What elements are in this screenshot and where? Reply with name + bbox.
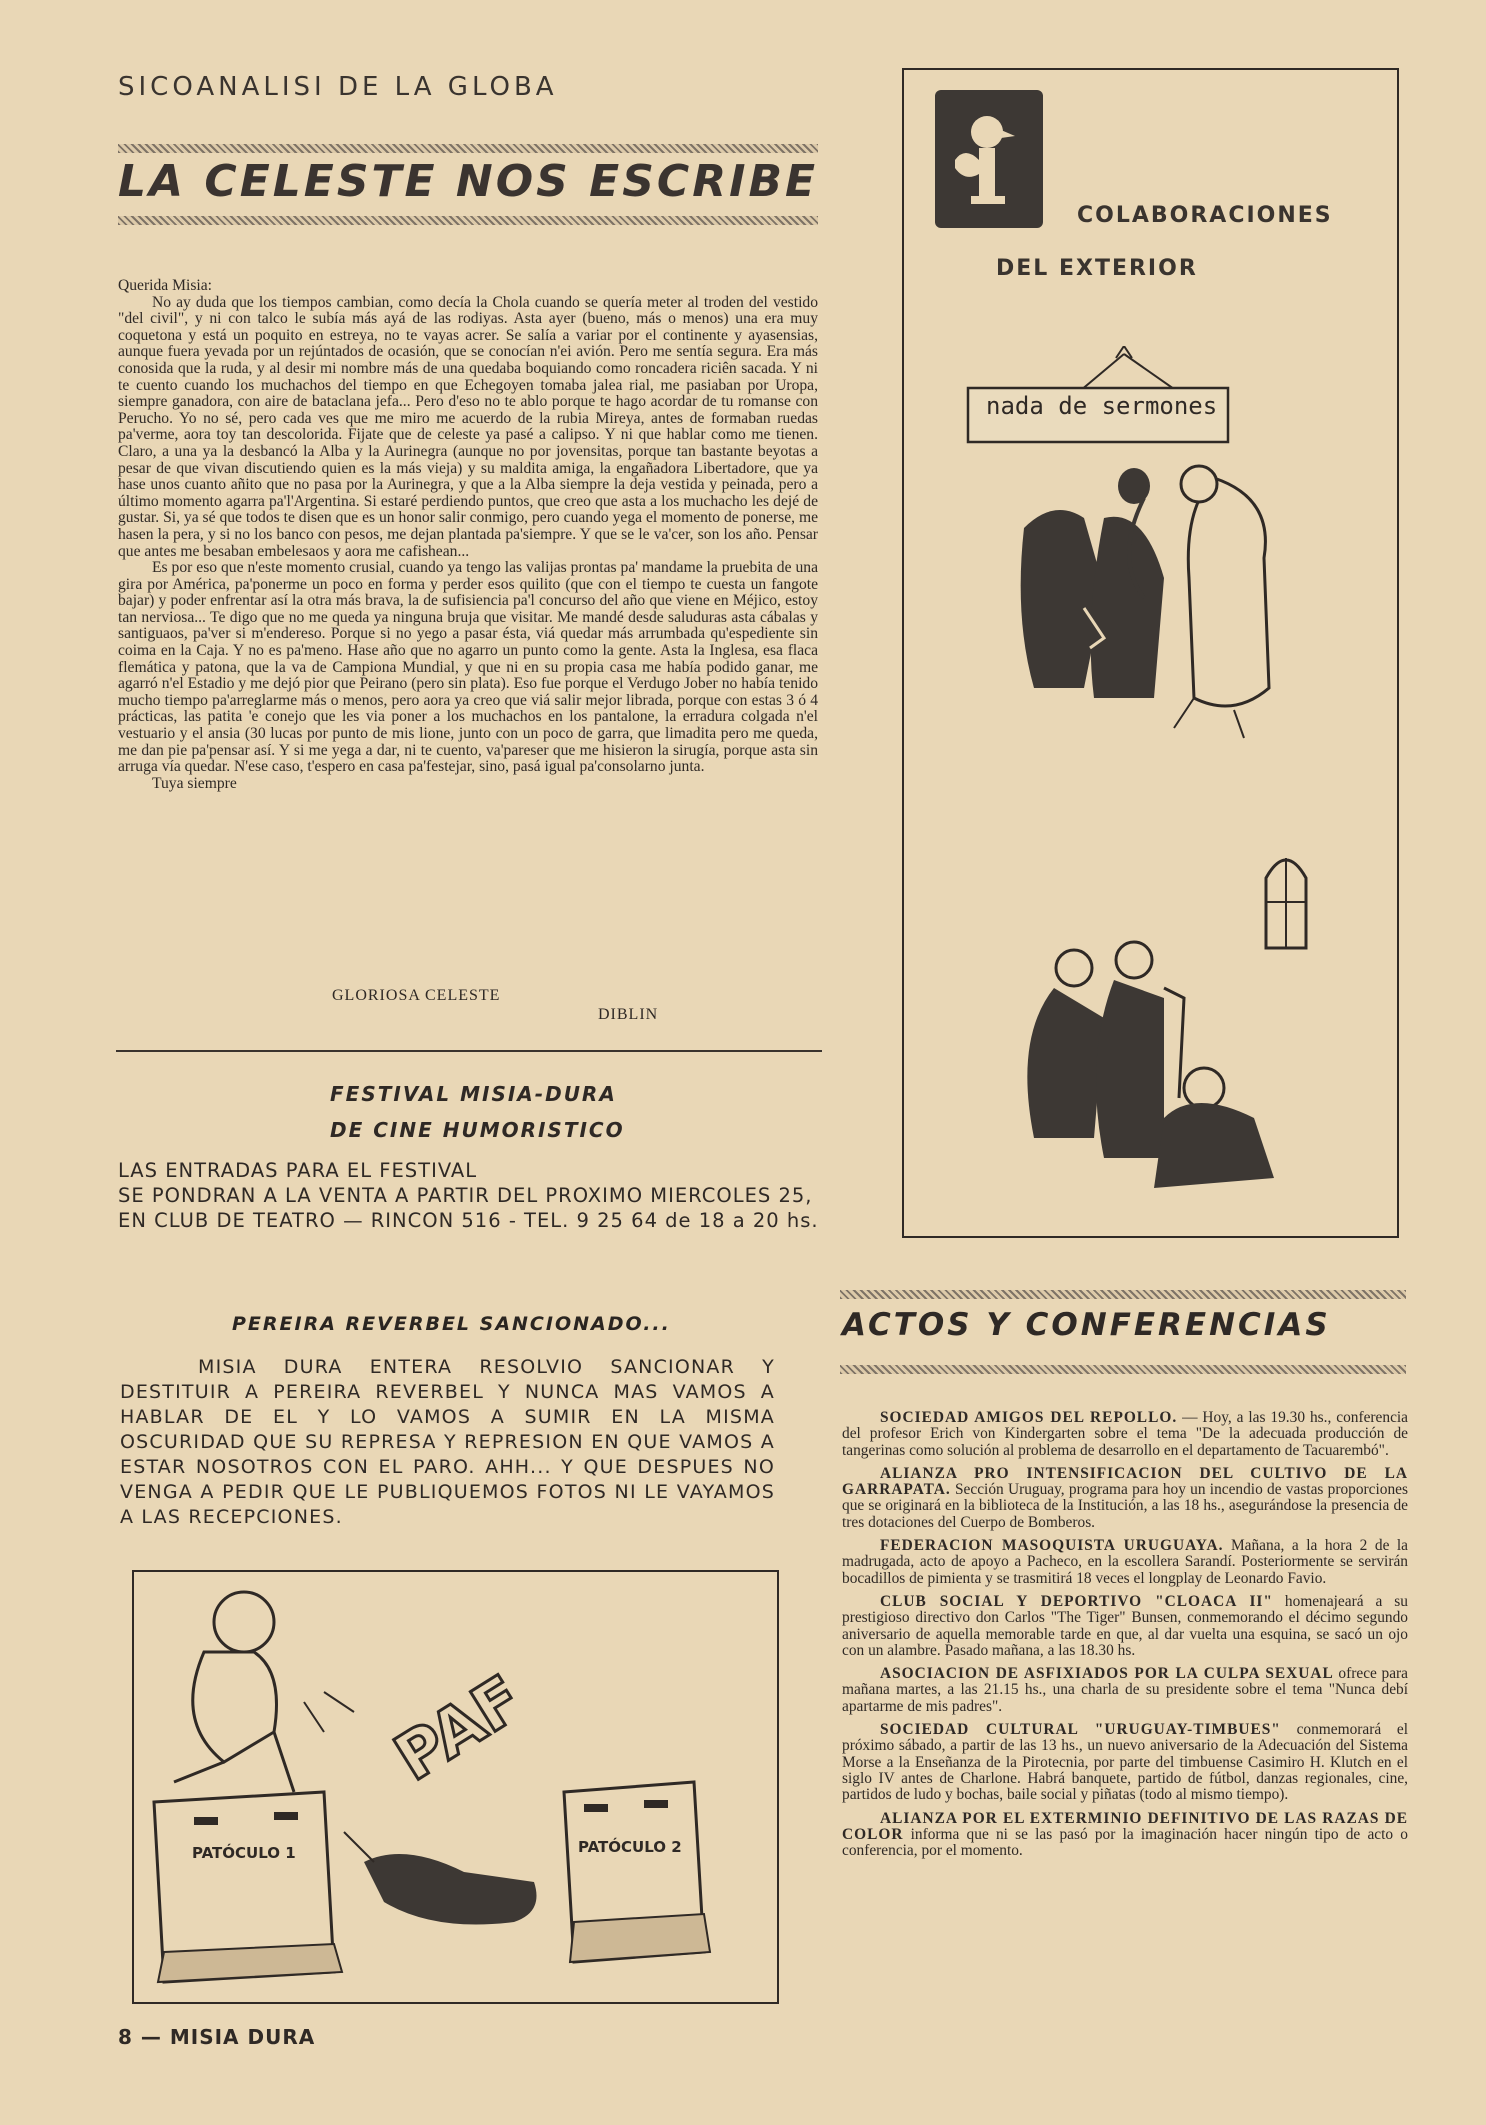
actos-list — [842, 1410, 1408, 1866]
actos-item — [842, 1722, 1408, 1803]
actos-item — [842, 1666, 1408, 1715]
actos-item — [842, 1594, 1408, 1659]
letter-salutation: Querida Misia: — [118, 277, 212, 294]
actos-item-lead: ALIANZA PRO INTENSIFICACION DEL CULTIVO DE LA GARRAPATA. — [842, 1464, 1408, 1499]
patoculo-1-label: PATÓCULO 1 — [192, 1844, 296, 1862]
actos-headline: ACTOS Y CONFERENCIAS — [842, 1307, 1331, 1343]
festival-body — [118, 1158, 838, 1233]
monks-scene-illustration-icon — [994, 438, 1314, 768]
actos-item — [842, 1538, 1408, 1587]
actos-item-lead: SOCIEDAD AMIGOS DEL REPOLLO. — [880, 1409, 1178, 1426]
patoculo-scene-illustration-icon — [134, 1572, 777, 2002]
actos-item — [842, 1410, 1408, 1459]
letter-byline: DIBLIN — [598, 1006, 659, 1023]
actos-top-rule — [840, 1290, 1406, 1299]
actos-item-text: ofrece para mañana martes, a las 21.15 hs., una charla de su presidente sobre el tema "Nunca debí apartarme de mis padres". — [842, 1665, 1408, 1715]
festival-body-line-2: SE PONDRAN A LA VENTA A PARTIR DEL PROXIMO MIERCOLES 25, — [118, 1184, 813, 1207]
actos-item-lead: FEDERACION MASOQUISTA URUGUAYA. — [880, 1537, 1224, 1555]
letter-paragraph-2: Es por eso que n'este momento crusial, cuando ya tengo las valijas prontas pa' mandame la pruebita de una gira por América, pa'ponerme un poco en forma y perder esos quilito (que con el tiempo te cuesta un fangote bajar) y poder enfrentar así la otra más brava, la de sufisiencia pa'l concurso del año que viene en Méjico, estoy tan nerviosa... Te digo que no me queda ya ninguna bruja que visitar. Me mandé desde saluduras asta cábalas y santiguaos, pa'ver si m'endereso. Porque si no yego a pasar ésta, viá quedar más arrumbada qu'espediente sin coima en la Caja. Y no es pa'meno. Hase año que no agarro un punto como la gente. Asta la Inglesa, esa flaca flemática y patona, que la va de Campiona Mundial, y que ni en su propia casa me había podido ganar, me agarró n'el Estadio y me dejó pior que Peirano (pero sin plata). Eso fue porque el Verdugo Jober no había tenido mucho tiempo pa'arreglarme más o menos, pero aora ya creo que viá salir mejor librada, porque con estas 3 ó 4 prácticas, las patita 'e conejo que les via poner a los muchachos en los pantalone, la erradura colgada n'el vestuario y el ansia (30 lucas por punto de mis lione, junto con un poco de garra, que limadita pero me queda, me dan pie pa'pensar así. Y si me yega a dar, ni te cuento, va'pareser que me hisieron la sirugía, porque asta sin arruga vía quedar. N'ese caso, t'espero en casa pa'festejar, sino, pasá igual pa'consolarno junta. — [118, 559, 818, 776]
actos-item-text: homenajeará a su prestigioso directivo don Carlos "The Tiger" Bunsen, conmemorando el décimo segundo aniversario de aquella memorable tarde en que, al dar vuelta una esquina, se sacó un ojo con un alambre. Pasado mañana, a las 18.30 hs. — [842, 1592, 1408, 1659]
colaboraciones-title-2: DEL EXTERIOR — [996, 256, 1198, 281]
letter-signature: GLORIOSA CELESTE — [332, 987, 501, 1004]
actos-item-lead: CLUB SOCIAL Y DEPORTIVO "CLOACA II" — [880, 1592, 1273, 1610]
actos-item-lead: SOCIEDAD CULTURAL "URUGUAY-TIMBUES" — [880, 1721, 1281, 1739]
actos-item-text: Mañana, a la hora 2 de la madrugada, acto de apoyo a Pacheco, en la escollera Sarandí. Posteriormente se servirán bocadillos de pimienta y se trasmitirá 18 veces el longplay de Leonardo Favio. — [842, 1537, 1409, 1587]
actos-item-lead: ALIANZA POR EL EXTERMINIO DEFINITIVO DE LAS RAZAS DE COLOR — [842, 1809, 1408, 1843]
headline-bottom-rule — [118, 216, 818, 225]
headline-top-rule — [118, 144, 818, 153]
festival-title-2: DE CINE HUMORISTICO — [330, 1118, 625, 1142]
colaboraciones-title-1: COLABORACIONES — [1077, 203, 1333, 228]
letter-closing: Tuya siempre — [152, 774, 237, 792]
actos-item-text: Sección Uruguay, programa para hoy un incendio de vastas proporciones que se originará en la biblioteca de la Institución, a las 18 hs., asegurándose la presencia de tres dotaciones del Cuerpo de Bomberos. — [842, 1481, 1408, 1531]
patoculo-2-label: PATÓCULO 2 — [578, 1838, 682, 1856]
publication-name: — MISIA DURA — [140, 2025, 316, 2049]
page-number: 8 — [118, 2025, 133, 2049]
actos-item-text: informa que ni se las pasó por la imaginación hacer ningún tipo de acto o conferencia, por el momento. — [842, 1825, 1408, 1860]
section-kicker: SICOANALISI DE LA GLOBA — [118, 72, 558, 102]
actos-item-text: — Hoy, a las 19.30 hs., conferencia del profesor Erich von Kindergarten sobre el tema "De la adecuada producción de tangerinas como solución al problema de desarrollo en el departamento de Tacuarembó". — [842, 1409, 1409, 1459]
pereira-body: MISIA DURA ENTERA RESOLVIO SANCIONAR Y DESTITUIR A PEREIRA REVERBEL Y NUNCA MAS VAMOS A HABLAR DE EL Y LO VAMOS A SUMIR EN LA MISMA OSCURIDAD QUE SU REPRESA Y REPRESION EN QUE VAMOS A ESTAR NOSOTROS CON EL PARO. AHH... Y QUE DESPUES NO VENGA A PEDIR QUE LE PUBLIQUEMOS FOTOS NI LE VAYAMOS A LAS RECEPCIONES. — [120, 1356, 775, 1528]
actos-item-lead: ASOCIACION DE ASFIXIADOS POR LA CULPA SEXUAL — [880, 1665, 1334, 1683]
colaboraciones-logo-icon — [935, 90, 1043, 228]
praying-monks-illustration-icon — [994, 838, 1324, 1218]
paf-sound-effect: PAF — [382, 1662, 536, 1796]
festival-body-line-3: EN CLUB DE TEATRO — RINCON 516 - TEL. 9 25 64 de 18 a 20 hs. — [118, 1209, 819, 1232]
actos-bottom-rule — [840, 1365, 1406, 1374]
festival-top-rule — [116, 1050, 822, 1052]
festival-body-line-1: LAS ENTRADAS PARA EL FESTIVAL — [118, 1159, 478, 1182]
patoculo-cartoon — [132, 1570, 779, 2004]
colaboraciones-box — [902, 68, 1399, 1238]
sign-text: nada de sermones — [986, 392, 1218, 420]
page-footer — [118, 2025, 315, 2049]
pereira-title: PEREIRA REVERBEL SANCIONADO... — [232, 1313, 671, 1335]
letter-paragraph-1: No ay duda que los tiempos cambian, como decía la Chola cuando se quería meter al troden del vestido "del civil", y ni con talco le subía más ayá de las rodiyas. Asta ayer (bueno, más o menos) una era muy coquetona y está un poquito en estreya, no te vayas acrer. Se salía a variar por el continente y ayasensias, aunque fuera yevada por un rejúntados de ocasión, que se conocían n'ei avión. Pero me sentía segura. Era más conosida que la ruda, y al desir mi nombre más de una quedaba boquiando como roncadera riciên sacada. Y ni te cuento cuando los muchachos del tiempo en que Echegoyen tomaba jalea rial, me pasiaban por Uropa, siempre ganadora, con aire de bataclana jefa... Pero d'eso no te ablo porque te hago acordar de tu romanse con Perucho. Yo no sé, pero cada ves que me miro me acuerdo de la rubia Mireya, antes de formaban ruedas pa'verme, aora toy tan descolorida. Fijate que de celeste ya pasé a calipso. Y ni que hablar como me tienen. Claro, a una ya la desbancó la Alba y la Aurinegra (aunque no por jovensitas, porque tan bastante beyotas a pesar de que vivan discutiendo quien es la más vieja) y su maldita amiga, la engañadora Libertadore, que ya hase unos cuanto añito que no pasa por la Aurinegra, y que a la Alba siempre la deja vestida y peinada, pero a último momento agarra pa'l'Argentina. Si estaré perdiendo puntos, que creo que asta a los muchacho les dejé de gustar. Si, ya sé que todos te disen que es un honor salir conmigo, pero cuando yega el momento de ponerse, me hasen la pera, y si no los banco con pesos, me dejan plantada pa'siempre. Y que se le va'cer, son los año. Pensar que antes me besaban embelesaos y aora me cafishean... — [118, 293, 818, 560]
festival-title-1: FESTIVAL MISIA-DURA — [330, 1082, 617, 1106]
actos-item — [842, 1466, 1408, 1531]
letter-headline: LA CELESTE NOS ESCRIBE — [118, 156, 819, 207]
actos-item-text: conmemorará el próximo sábado, a partir de las 13 hs., un nuevo aniversario de la Adecuación del Sistema Morse a la Enseñanza de la Pirotecnia, por parte del timbuense Casimiro H. Klutch en el siglo IV antes de Charlone. Habrá banquete, partido de fútbol, danzas regionales, cine, partidos de ludo y bochas, baile social y piñatas (todo al mismo tiempo). — [842, 1721, 1409, 1804]
letter-body — [118, 278, 818, 792]
actos-item — [842, 1811, 1408, 1860]
